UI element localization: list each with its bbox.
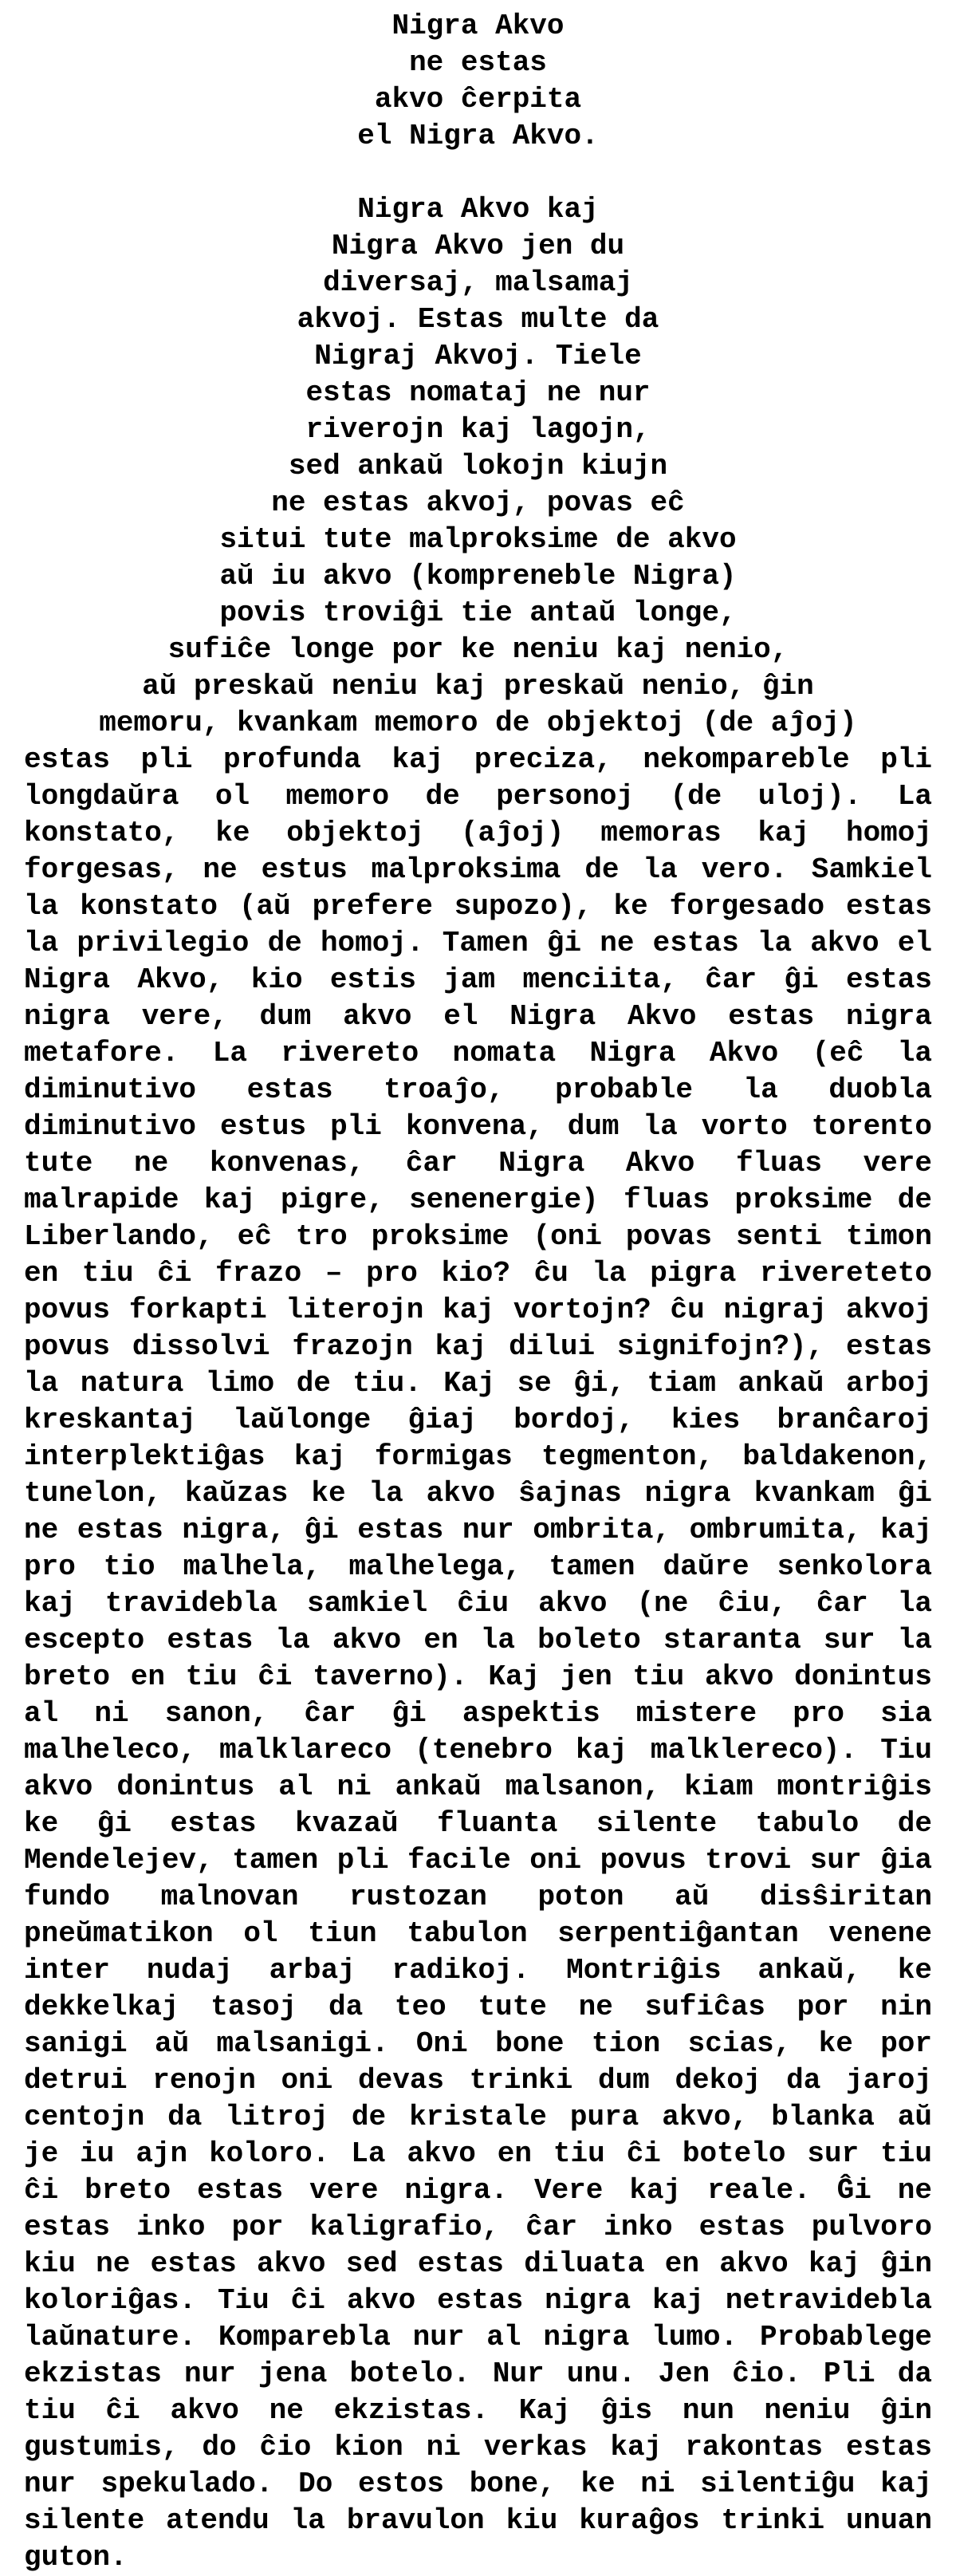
shaped-line: povis troviĝi tie antaŭ longe,	[219, 597, 737, 629]
shaped-line: sufiĉe longe por ke neniu kaj nenio,	[167, 633, 789, 666]
shaped-line: memoru, kvankam memoro de objektoj (de aĵoj)	[99, 707, 857, 739]
title-line: akvo ĉerpita	[374, 83, 582, 116]
shaped-line: situi tute malproksime de akvo	[219, 523, 737, 556]
title-line: ne estas	[409, 46, 547, 79]
shaped-line: sed ankaŭ lokojn kiujn	[288, 450, 668, 483]
shaped-line: Nigra Akvo kaj	[357, 193, 599, 226]
body-paragraph: estas pli profunda kaj preciza, nekompareble pli longdaŭra ol memoro de personoj (de uloj). La konstato, ke objektoj (aĵoj) memoras kaj homoj forgesas, ne estus malproksima de la vero. Samkiel la konstato (aŭ prefere supozo), ke forgesado estas la privilegio de homoj. Tamen ĝi ne estas la akvo el Nigra Akvo, kio estis jam menciita, ĉar ĝi estas nigra vere, dum akvo el Nigra Akvo estas nigra metafore. La rivereto nomata Nigra Akvo (eĉ la diminutivo estas troaĵo, probable la duobla diminutivo estus pli konvena, dum la vorto torento tute ne konvenas, ĉar Nigra Akvo fluas vere malrapide kaj pigre, senenergie) fluas proksime de Liberlando, eĉ tro proksime (oni povas senti timon en tiu ĉi frazo – pro kio? ĉu la pigra rivereteto povus forkapti literojn kaj vortojn? ĉu nigraj akvoj povus dissolvi frazojn kaj dilui signifojn?), estas la natura limo de tiu. Kaj se ĝi, tiam ankaŭ arboj kreskantaj laŭlonge ĝiaj bordoj, kies branĉaroj interplektiĝas kaj formigas tegmenton, baldakenon, tunelon, kaŭzas ke la akvo ŝajnas nigra kvankam ĝi ne estas nigra, ĝi estas nur ombrita, ombrumita, kaj pro tio malhela, malhelega, tamen daŭre senkolora kaj travidebla samkiel ĉiu akvo (ne ĉiu, ĉar la escepto estas la akvo en la boleto staranta sur la breto en tiu ĉi taverno). Kaj jen tiu akvo donintus al ni sanon, ĉar ĝi aspektis mistere pro sia malheleco, malklareco (tenebro kaj malklereco). Tiu akvo donintus al ni ankaŭ malsanon, kiam montriĝis ke ĝi estas kvazaŭ fluanta silente tabulo de Mendelejev, tamen pli facile oni povus trovi sur ĝia fundo malnovan rustozan poton aŭ disŝiritan pneŭmatikon ol tiun tabulon serpentiĝantan venene inter nudaj arbaj radikoj. Montriĝis ankaŭ, ke dekkelkaj tasoj da teo tute ne sufiĉas por nin sanigi aŭ malsanigi. Oni bone tion scias, ke por detrui renojn oni devas trinki dum dekoj da jaroj centojn da litroj de kristale pura akvo, blanka aŭ je iu ajn koloro. La akvo en tiu ĉi botelo sur tiu ĉi breto estas vere nigra. Vere kaj reale. Ĝi ne estas inko por kaligrafio, ĉar inko estas pulvoro kiu ne estas akvo sed estas diluata en akvo kaj ĝin koloriĝas. Tiu ĉi akvo estas nigra kaj netravidebla laŭnature. Komparebla nur al nigra lumo. Probablege ekzistas nur jena botelo. Nur unu. Jen ĉio. Pli da tiu ĉi akvo ne ekzistas. Kaj ĝis nun neniu ĝin gustumis, do ĉio kion ni verkas kaj rakontas estas nur spekulado. Do estos bone, ke ni silentiĝu kaj silente atendu la bravulon kiu kuraĝos trinki unuan guton.	[24, 743, 932, 2574]
shaped-line: riverojn kaj lagojn,	[305, 413, 651, 446]
title-line: el Nigra Akvo.	[357, 120, 599, 152]
shaped-line: ne estas akvoj, povas eĉ	[271, 486, 685, 519]
shaped-line: Nigraj Akvoj. Tiele	[314, 340, 642, 372]
shaped-line: diversaj, malsamaj	[323, 266, 633, 299]
shaped-line: estas nomataj ne nur	[305, 376, 651, 409]
title-line: Nigra Akvo	[391, 10, 565, 42]
shaped-line: akvoj. Estas multe da	[297, 303, 659, 336]
stanza-gap	[24, 155, 932, 191]
shaped-paragraph	[24, 191, 932, 742]
shaped-line: aŭ iu akvo (kompreneble Nigra)	[219, 560, 737, 593]
shaped-line: Nigra Akvo jen du	[331, 230, 625, 262]
shaped-line: aŭ preskaŭ neniu kaj preskaŭ nenio, ĝin	[142, 670, 814, 703]
title-poem	[24, 8, 932, 155]
